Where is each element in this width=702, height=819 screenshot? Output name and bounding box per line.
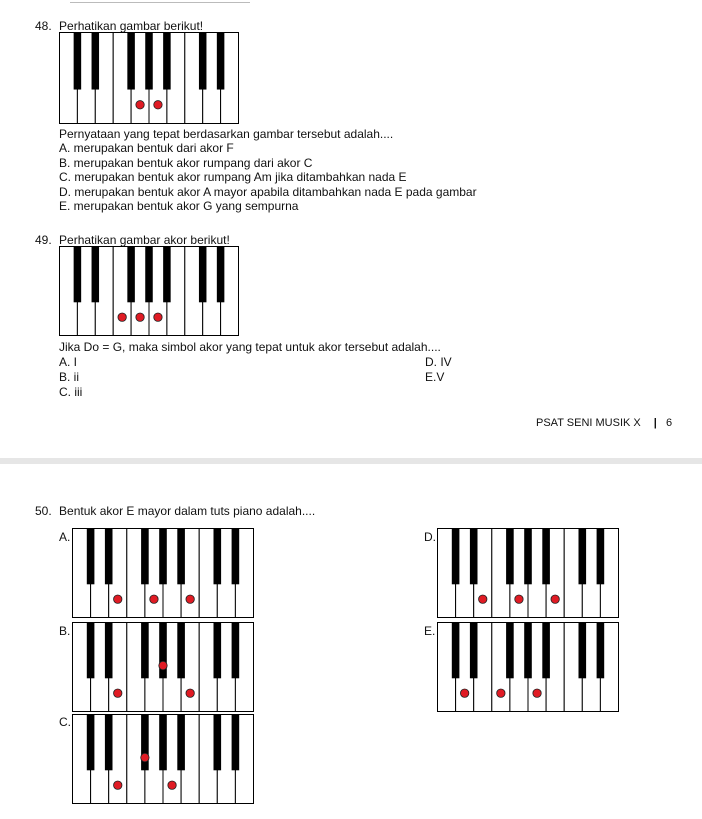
black-key <box>74 247 82 303</box>
black-key <box>159 529 167 585</box>
q48-number: 48. <box>35 19 52 33</box>
q48-statement: Pernyataan yang tepat berdasarkan gambar tersebut adalah.... <box>59 127 394 141</box>
page-top-rule <box>70 0 250 3</box>
q50-header <box>35 505 315 518</box>
q48-prompt: Perhatikan gambar berikut! <box>59 19 204 33</box>
q48-option-a: A. merupakan bentuk dari akor F <box>59 141 234 155</box>
note-marker <box>136 313 144 321</box>
black-key <box>470 623 478 679</box>
note-marker <box>150 595 158 603</box>
black-key <box>542 529 550 585</box>
note-marker <box>515 595 523 603</box>
q49-option-b: B. ii <box>59 370 80 384</box>
footer-label: PSAT SENI MUSIK X <box>536 417 641 429</box>
footer-separator: | <box>653 417 657 429</box>
q48-option-d: D. merupakan bentuk akor A mayor apabila ditambahkan nada E pada gambar <box>59 185 477 199</box>
q49-number: 49. <box>35 233 52 247</box>
note-marker <box>114 595 122 603</box>
black-key <box>213 715 221 771</box>
note-marker <box>118 313 126 321</box>
note-marker <box>136 101 144 109</box>
black-key <box>524 623 532 679</box>
page-footer <box>536 417 672 430</box>
black-key <box>578 529 586 585</box>
q49-option-c: C. iii <box>59 385 83 399</box>
q50-option-e-piano <box>437 622 619 712</box>
black-key <box>145 247 153 303</box>
page-break-band <box>0 458 702 464</box>
q49-option-a: A. I <box>59 355 78 369</box>
black-key <box>470 529 478 585</box>
q48-option-c: C. merupakan bentuk akor rumpang Am jika ditambahkan nada E <box>59 170 407 184</box>
footer-page-number: 6 <box>665 417 673 429</box>
black-key <box>105 623 113 679</box>
black-key <box>578 623 586 679</box>
q50-option-d-label: D. <box>424 530 436 544</box>
q50-option-a-label: A. <box>59 530 71 544</box>
q49-option-d: D. IV <box>425 355 452 369</box>
black-key <box>127 33 135 90</box>
black-key <box>232 529 240 585</box>
note-marker <box>497 689 505 697</box>
black-key <box>141 529 149 585</box>
black-key <box>524 529 532 585</box>
black-key <box>232 715 240 771</box>
q50-option-e-label: E. <box>424 624 436 638</box>
black-key <box>506 529 514 585</box>
q50-option-c-label: C. <box>59 715 71 729</box>
black-key <box>199 33 207 90</box>
note-marker <box>533 689 541 697</box>
black-key <box>92 247 100 303</box>
black-key <box>87 715 95 771</box>
q49-prompt: Perhatikan gambar akor berikut! <box>59 233 230 247</box>
black-key <box>542 623 550 679</box>
black-key <box>74 33 82 90</box>
q50-option-a-piano <box>72 528 254 618</box>
black-key <box>105 529 113 585</box>
note-marker <box>186 595 194 603</box>
black-key <box>127 247 135 303</box>
black-key <box>506 623 514 679</box>
black-key <box>163 33 171 90</box>
q50-option-c-piano <box>72 714 254 804</box>
note-marker <box>186 689 194 697</box>
black-key <box>452 529 460 585</box>
black-key <box>92 33 100 90</box>
black-key <box>452 623 460 679</box>
black-key <box>217 247 225 303</box>
black-key <box>105 715 113 771</box>
q48-option-b: B. merupakan bentuk akor rumpang dari akor C <box>59 156 313 170</box>
q50-option-b-label: B. <box>59 624 71 638</box>
black-key <box>145 33 153 90</box>
note-marker <box>114 781 122 789</box>
black-key <box>597 529 605 585</box>
q48-piano-image <box>59 32 239 124</box>
q50-option-b-piano <box>72 622 254 712</box>
note-marker <box>551 595 559 603</box>
note-marker <box>141 753 149 761</box>
note-marker <box>114 689 122 697</box>
black-key <box>232 623 240 679</box>
black-key <box>217 33 225 90</box>
note-marker <box>154 313 162 321</box>
black-key <box>141 623 149 679</box>
black-key <box>87 623 95 679</box>
black-key <box>163 247 171 303</box>
black-key <box>213 529 221 585</box>
black-key <box>177 529 185 585</box>
note-marker <box>460 689 468 697</box>
q49-piano-image <box>59 246 239 336</box>
q50-prompt: Bentuk akor E mayor dalam tuts piano adalah.... <box>59 504 316 518</box>
q49-option-e: E.V <box>425 370 445 384</box>
black-key <box>213 623 221 679</box>
note-marker <box>154 101 162 109</box>
black-key <box>597 623 605 679</box>
black-key <box>159 715 167 771</box>
black-key <box>199 247 207 303</box>
black-key <box>177 715 185 771</box>
black-key <box>177 623 185 679</box>
q50-number: 50. <box>35 504 52 518</box>
note-marker <box>479 595 487 603</box>
q48-option-e: E. merupakan bentuk akor G yang sempurna <box>59 199 299 213</box>
note-marker <box>159 661 167 669</box>
black-key <box>87 529 95 585</box>
note-marker <box>168 781 176 789</box>
q49-statement: Jika Do = G, maka simbol akor yang tepat untuk akor tersebut adalah.... <box>59 340 441 354</box>
q50-option-d-piano <box>437 528 619 618</box>
